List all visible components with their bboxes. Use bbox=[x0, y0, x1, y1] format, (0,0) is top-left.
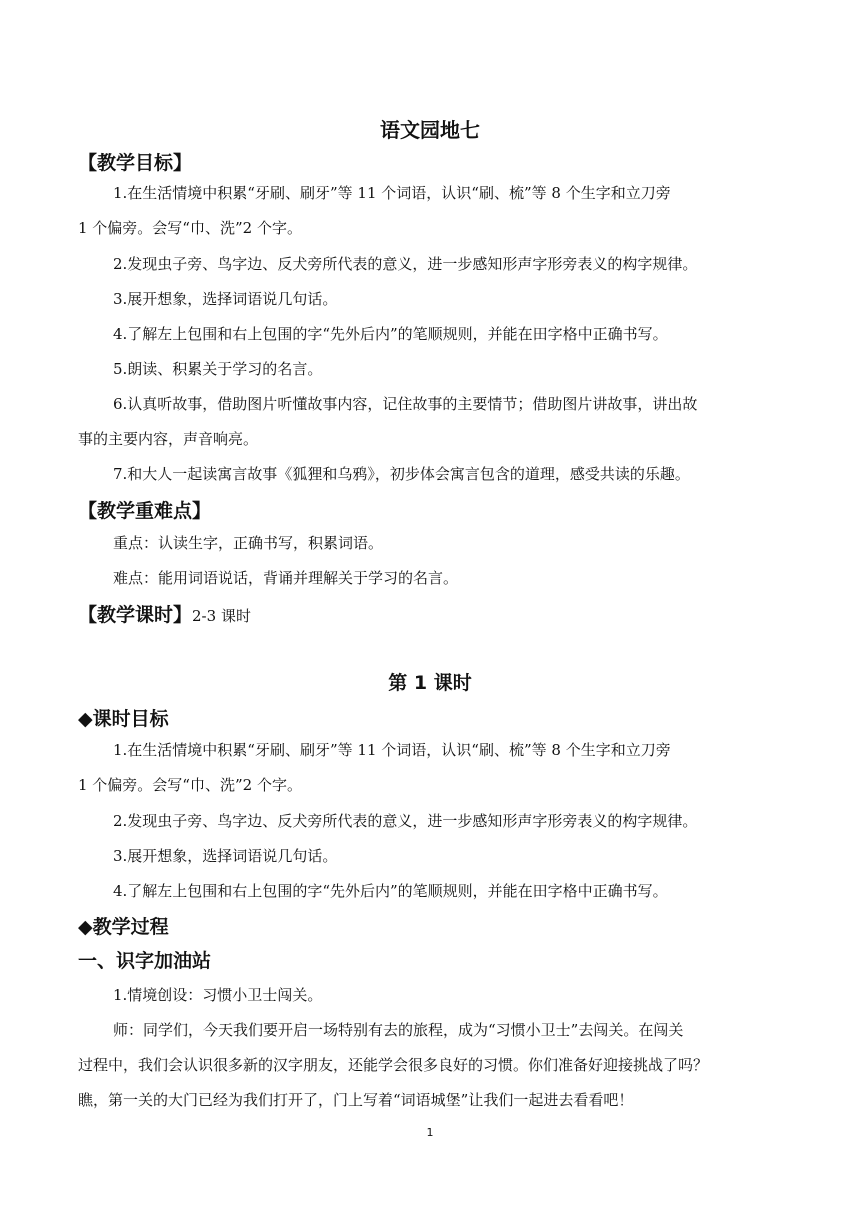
objective-1-line-1: 1.在生活情境中积累“牙刷、刷牙”等 11 个词语，认识“刷、梳”等 8 个生字和立刀旁 bbox=[113, 184, 671, 202]
lesson-objective-4: 4.了解左上包围和右上包围的字“先外后内”的笔顺规则，并能在田字格中正确书写。 bbox=[113, 882, 668, 900]
lesson-objective-3: 3.展开想象，选择词语说几句话。 bbox=[113, 847, 338, 865]
hours-label: 【教学课时】 bbox=[78, 604, 193, 626]
objective-3: 3.展开想象，选择词语说几句话。 bbox=[113, 290, 338, 308]
teacher-line-2: 过程中，我们会认识很多新的汉字朋友，还能学会很多良好的习惯。你们准备好迎接挑战了吗？ bbox=[78, 1056, 709, 1074]
hours-value: 2-3 课时 bbox=[192, 607, 251, 625]
lesson-objective-1-line-2: 1 个偏旁。会写“巾、洗”2 个字。 bbox=[78, 776, 302, 794]
lesson-objective-1-line-1: 1.在生活情境中积累“牙刷、刷牙”等 11 个词语，认识“刷、梳”等 8 个生字和立刀旁 bbox=[113, 741, 671, 759]
objective-4: 4.了解左上包围和右上包围的字“先外后内”的笔顺规则，并能在田字格中正确书写。 bbox=[113, 325, 668, 343]
objective-6-line-2: 事的主要内容，声音响亮。 bbox=[78, 430, 259, 448]
objective-5: 5.朗读、积累关于学习的名言。 bbox=[113, 360, 323, 378]
objective-7: 7.和大人一起读寓言故事《狐狸和乌鸦》，初步体会寓言包含的道理，感受共读的乐趣。 bbox=[113, 465, 690, 483]
teacher-line-3: 瞧，第一关的大门已经为我们打开了，门上写着“词语城堡”让我们一起进去看看吧！ bbox=[78, 1091, 634, 1109]
lesson-objective-2: 2.发现虫子旁、鸟字边、反犬旁所代表的意义，进一步感知形声字形旁表义的构字规律。 bbox=[113, 812, 698, 830]
document-title: 语文园地七 bbox=[380, 118, 480, 142]
section-heading-objectives: 【教学目标】 bbox=[78, 152, 193, 174]
part-one-heading: 一、识字加油站 bbox=[78, 950, 212, 972]
key-point-difficulty: 难点：能用词语说话，背诵并理解关于学习的名言。 bbox=[113, 569, 459, 587]
objective-6-line-1: 6.认真听故事，借助图片听懂故事内容，记住故事的主要情节；借助图片讲故事，讲出故 bbox=[113, 395, 698, 413]
section-heading-process: ◆教学过程 bbox=[78, 916, 169, 938]
lesson-title: 第 1 课时 bbox=[388, 672, 472, 694]
teacher-line-1: 师：同学们，今天我们要开启一场特别有去的旅程，成为“习惯小卫士”去闯关。在闯关 bbox=[113, 1021, 684, 1039]
section-heading-hours bbox=[78, 600, 251, 627]
step-one: 1.情境创设：习惯小卫士闯关。 bbox=[113, 986, 323, 1004]
objective-1-line-2: 1 个偏旁。会写“巾、洗”2 个字。 bbox=[78, 219, 302, 237]
section-heading-lesson-objectives: ◆课时目标 bbox=[78, 708, 169, 730]
section-heading-key-points: 【教学重难点】 bbox=[78, 500, 212, 522]
page-number: 1 bbox=[426, 1126, 434, 1139]
objective-2: 2.发现虫子旁、鸟字边、反犬旁所代表的意义，进一步感知形声字形旁表义的构字规律。 bbox=[113, 255, 698, 273]
key-point-focus: 重点：认读生字，正确书写，积累词语。 bbox=[113, 534, 384, 552]
